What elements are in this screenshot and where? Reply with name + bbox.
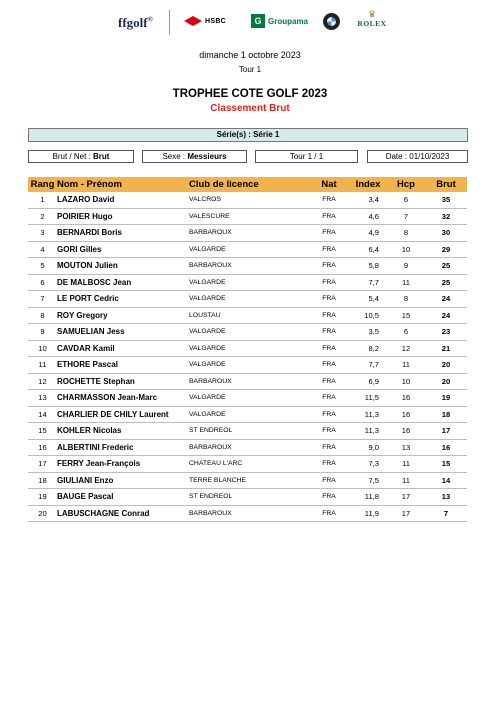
cell-rang: 18 xyxy=(28,472,57,489)
cell-hcp: 17 xyxy=(387,489,425,506)
col-index: Index xyxy=(349,177,387,192)
cell-nat: FRA xyxy=(309,423,349,440)
col-hcp: Hcp xyxy=(387,177,425,192)
cell-brut: 29 xyxy=(425,241,467,258)
table-row xyxy=(28,291,467,308)
cell-nom: KOHLER Nicolas xyxy=(57,423,189,440)
cell-nom: LABUSCHAGNE Conrad xyxy=(57,505,189,522)
cell-nat: FRA xyxy=(309,456,349,473)
cell-hcp: 11 xyxy=(387,456,425,473)
cell-nom: LAZARO David xyxy=(57,192,189,208)
cell-hcp: 11 xyxy=(387,472,425,489)
cell-hcp: 11 xyxy=(387,357,425,374)
page-subtitle: Classement Brut xyxy=(210,103,290,114)
table-row xyxy=(28,258,467,275)
series-bar: Série(s) : Série 1 xyxy=(28,128,468,142)
cell-club: BARBAROUX xyxy=(189,505,309,522)
col-nom: Nom - Prénom xyxy=(57,177,189,192)
hsbc-logo xyxy=(184,16,226,27)
cell-index: 7,7 xyxy=(349,274,387,291)
col-nat: Nat xyxy=(309,177,349,192)
cell-club: VALGARDE xyxy=(189,274,309,291)
cell-rang: 17 xyxy=(28,456,57,473)
cell-club: VALGARDE xyxy=(189,324,309,341)
cell-rang: 4 xyxy=(28,241,57,258)
cell-hcp: 7 xyxy=(387,208,425,225)
cell-club: TERRE BLANCHE xyxy=(189,472,309,489)
cell-index: 8,2 xyxy=(349,340,387,357)
cell-hcp: 8 xyxy=(387,225,425,242)
cell-nat: FRA xyxy=(309,505,349,522)
brutnet-box: Brut / Net : Brut xyxy=(28,150,134,163)
cell-nom: LE PORT Cedric xyxy=(57,291,189,308)
table-row xyxy=(28,307,467,324)
cell-hcp: 9 xyxy=(387,258,425,275)
cell-hcp: 16 xyxy=(387,390,425,407)
cell-brut: 16 xyxy=(425,439,467,456)
cell-index: 7,3 xyxy=(349,456,387,473)
cell-hcp: 16 xyxy=(387,423,425,440)
cell-hcp: 17 xyxy=(387,505,425,522)
table-row xyxy=(28,225,467,242)
cell-brut: 13 xyxy=(425,489,467,506)
cell-rang: 5 xyxy=(28,258,57,275)
cell-nom: BERNARDI Boris xyxy=(57,225,189,242)
cell-club: VALGARDE xyxy=(189,357,309,374)
logo-divider xyxy=(169,10,170,35)
cell-nat: FRA xyxy=(309,406,349,423)
cell-brut: 25 xyxy=(425,258,467,275)
cell-nom: CHARMASSON Jean-Marc xyxy=(57,390,189,407)
table-row xyxy=(28,423,467,440)
cell-nom: BAUGE Pascal xyxy=(57,489,189,506)
cell-index: 9,0 xyxy=(349,439,387,456)
cell-nat: FRA xyxy=(309,274,349,291)
table-row xyxy=(28,373,467,390)
ffgolf-logo: ffgolf® xyxy=(118,15,153,30)
cell-index: 11,3 xyxy=(349,423,387,440)
cell-rang: 19 xyxy=(28,489,57,506)
cell-brut: 15 xyxy=(425,456,467,473)
cell-index: 11,8 xyxy=(349,489,387,506)
cell-nat: FRA xyxy=(309,390,349,407)
cell-rang: 10 xyxy=(28,340,57,357)
cell-club: BARBAROUX xyxy=(189,258,309,275)
table-row xyxy=(28,406,467,423)
cell-brut: 24 xyxy=(425,307,467,324)
cell-index: 3,4 xyxy=(349,192,387,208)
cell-nat: FRA xyxy=(309,489,349,506)
table-row xyxy=(28,439,467,456)
results-table xyxy=(28,177,467,522)
cell-index: 7,7 xyxy=(349,357,387,374)
groupama-icon: G xyxy=(251,14,265,28)
cell-rang: 2 xyxy=(28,208,57,225)
cell-nom: DE MALBOSC Jean xyxy=(57,274,189,291)
cell-nom: MOUTON Julien xyxy=(57,258,189,275)
cell-nat: FRA xyxy=(309,291,349,308)
cell-nom: ALBERTINI Frederic xyxy=(57,439,189,456)
cell-nom: ROCHETTE Stephan xyxy=(57,373,189,390)
cell-nat: FRA xyxy=(309,258,349,275)
cell-brut: 20 xyxy=(425,357,467,374)
cell-nat: FRA xyxy=(309,439,349,456)
cell-club: VALGARDE xyxy=(189,406,309,423)
tour-box: Tour 1 / 1 xyxy=(255,150,358,163)
cell-brut: 17 xyxy=(425,423,467,440)
date-box: Date : 01/10/2023 xyxy=(367,150,468,163)
cell-club: VALGARDE xyxy=(189,291,309,308)
cell-index: 5,8 xyxy=(349,258,387,275)
cell-rang: 16 xyxy=(28,439,57,456)
cell-hcp: 16 xyxy=(387,406,425,423)
cell-brut: 19 xyxy=(425,390,467,407)
table-row xyxy=(28,472,467,489)
cell-club: VALGARDE xyxy=(189,241,309,258)
cell-rang: 11 xyxy=(28,357,57,374)
cell-hcp: 8 xyxy=(387,291,425,308)
cell-nat: FRA xyxy=(309,192,349,208)
cell-club: BARBAROUX xyxy=(189,373,309,390)
table-row xyxy=(28,489,467,506)
cell-brut: 18 xyxy=(425,406,467,423)
cell-club: LOUSTAU xyxy=(189,307,309,324)
table-row xyxy=(28,274,467,291)
col-club: Club de licence xyxy=(189,177,309,192)
cell-nat: FRA xyxy=(309,357,349,374)
cell-nat: FRA xyxy=(309,307,349,324)
cell-rang: 14 xyxy=(28,406,57,423)
cell-index: 3,5 xyxy=(349,324,387,341)
bmw-logo-icon xyxy=(323,13,340,30)
cell-rang: 1 xyxy=(28,192,57,208)
cell-nat: FRA xyxy=(309,241,349,258)
cell-nom: SAMUELIAN Jess xyxy=(57,324,189,341)
cell-club: VALESCURE xyxy=(189,208,309,225)
table-row xyxy=(28,505,467,522)
sexe-box: Sexe : Messieurs xyxy=(142,150,247,163)
cell-nom: CHARLIER DE CHILY Laurent xyxy=(57,406,189,423)
cell-nom: ETHORE Pascal xyxy=(57,357,189,374)
hsbc-hexagon-icon xyxy=(184,16,202,27)
cell-rang: 20 xyxy=(28,505,57,522)
table-row xyxy=(28,357,467,374)
cell-nom: CAVDAR Kamil xyxy=(57,340,189,357)
cell-hcp: 11 xyxy=(387,274,425,291)
cell-club: CHATEAU L'ARC xyxy=(189,456,309,473)
cell-brut: 24 xyxy=(425,291,467,308)
cell-hcp: 6 xyxy=(387,324,425,341)
table-row xyxy=(28,390,467,407)
cell-hcp: 10 xyxy=(387,241,425,258)
cell-index: 10,5 xyxy=(349,307,387,324)
event-tour: Tour 1 xyxy=(238,65,262,74)
cell-club: ST ENDREOL xyxy=(189,423,309,440)
cell-index: 5,4 xyxy=(349,291,387,308)
groupama-text: Groupama xyxy=(268,16,309,26)
cell-brut: 25 xyxy=(425,274,467,291)
cell-rang: 13 xyxy=(28,390,57,407)
cell-brut: 30 xyxy=(425,225,467,242)
rolex-logo xyxy=(355,10,389,28)
page-title: TROPHEE COTE GOLF 2023 xyxy=(172,88,328,100)
table-header-row xyxy=(28,177,467,192)
table-row xyxy=(28,241,467,258)
cell-nom: POIRIER Hugo xyxy=(57,208,189,225)
cell-hcp: 6 xyxy=(387,192,425,208)
cell-brut: 21 xyxy=(425,340,467,357)
cell-rang: 8 xyxy=(28,307,57,324)
col-rang: Rang xyxy=(28,177,57,192)
cell-rang: 9 xyxy=(28,324,57,341)
cell-nat: FRA xyxy=(309,324,349,341)
results-body xyxy=(28,192,467,522)
cell-index: 4,6 xyxy=(349,208,387,225)
hsbc-text: HSBC xyxy=(205,18,227,25)
cell-nom: FERRY Jean-François xyxy=(57,456,189,473)
crown-icon: ♛ xyxy=(367,9,377,19)
cell-hcp: 12 xyxy=(387,340,425,357)
cell-rang: 6 xyxy=(28,274,57,291)
sponsor-header xyxy=(0,10,500,36)
cell-nat: FRA xyxy=(309,340,349,357)
cell-club: BARBAROUX xyxy=(189,225,309,242)
event-date: dimanche 1 octobre 2023 xyxy=(199,50,301,60)
cell-nom: GORI Gilles xyxy=(57,241,189,258)
cell-nom: ROY Gregory xyxy=(57,307,189,324)
cell-nat: FRA xyxy=(309,472,349,489)
cell-index: 4,9 xyxy=(349,225,387,242)
cell-club: VALCROS xyxy=(189,192,309,208)
cell-club: VALGARDE xyxy=(189,390,309,407)
cell-index: 6,4 xyxy=(349,241,387,258)
cell-brut: 35 xyxy=(425,192,467,208)
table-row xyxy=(28,324,467,341)
cell-hcp: 10 xyxy=(387,373,425,390)
cell-club: ST ENDREOL xyxy=(189,489,309,506)
col-brut: Brut xyxy=(425,177,467,192)
cell-brut: 7 xyxy=(425,505,467,522)
cell-nat: FRA xyxy=(309,225,349,242)
cell-rang: 15 xyxy=(28,423,57,440)
rolex-text: ROLEX xyxy=(357,19,387,28)
cell-brut: 23 xyxy=(425,324,467,341)
cell-hcp: 15 xyxy=(387,307,425,324)
cell-index: 11,9 xyxy=(349,505,387,522)
cell-brut: 32 xyxy=(425,208,467,225)
table-row xyxy=(28,456,467,473)
table-row xyxy=(28,208,467,225)
cell-club: BARBAROUX xyxy=(189,439,309,456)
cell-hcp: 13 xyxy=(387,439,425,456)
cell-club: VALGARDE xyxy=(189,340,309,357)
cell-index: 11,3 xyxy=(349,406,387,423)
cell-nat: FRA xyxy=(309,208,349,225)
cell-index: 7,5 xyxy=(349,472,387,489)
cell-rang: 3 xyxy=(28,225,57,242)
cell-rang: 12 xyxy=(28,373,57,390)
cell-index: 11,5 xyxy=(349,390,387,407)
table-row xyxy=(28,192,467,208)
cell-nom: GIULIANI Enzo xyxy=(57,472,189,489)
cell-index: 6,9 xyxy=(349,373,387,390)
cell-brut: 20 xyxy=(425,373,467,390)
table-row xyxy=(28,340,467,357)
cell-brut: 14 xyxy=(425,472,467,489)
groupama-logo xyxy=(251,14,308,28)
cell-nat: FRA xyxy=(309,373,349,390)
cell-rang: 7 xyxy=(28,291,57,308)
